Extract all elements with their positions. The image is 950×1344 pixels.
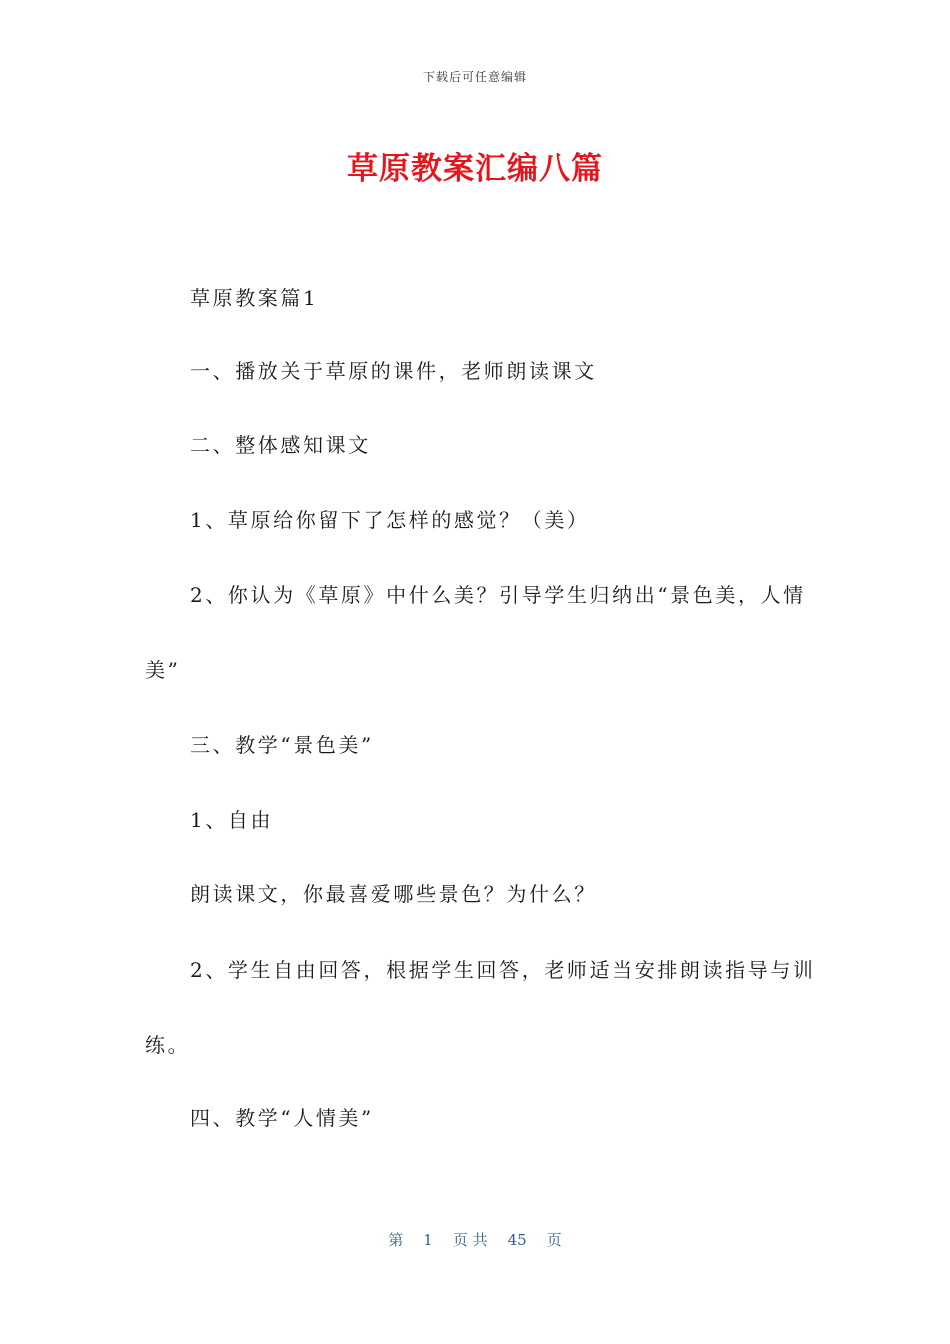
page-footer xyxy=(0,1229,950,1250)
paragraph-step-3: 三、教学“景色美” xyxy=(190,733,374,757)
paragraph-question-2-cont: 美” xyxy=(145,658,181,682)
paragraph-step-3-item-2-cont: 练。 xyxy=(145,1033,191,1057)
paragraph-step-3-item-1: 1、自由 xyxy=(190,808,274,832)
footer-page-prefix: 第 xyxy=(388,1231,404,1249)
paragraph-question-2: 2、你认为《草原》中什么美？引导学生归纳出“景色美，人情 xyxy=(190,583,806,607)
paragraph-step-1: 一、播放关于草原的课件，老师朗读课文 xyxy=(190,359,597,383)
paragraph-step-3-reading: 朗读课文，你最喜爱哪些景色？为什么？ xyxy=(190,882,597,906)
paragraph-step-4: 四、教学“人情美” xyxy=(190,1106,374,1130)
paragraph-question-1: 1、草原给你留下了怎样的感觉？（美） xyxy=(190,508,590,532)
paragraph-step-3-item-2: 2、学生自由回答，根据学生回答，老师适当安排朗读指导与训 xyxy=(190,958,816,982)
header-note: 下载后可任意编辑 xyxy=(422,70,527,84)
footer-page-number: 1 xyxy=(423,1231,433,1249)
footer-page-middle: 页 共 xyxy=(452,1231,488,1249)
footer-page-suffix: 页 xyxy=(546,1231,562,1249)
paragraph-section-heading: 草原教案篇1 xyxy=(190,286,319,310)
document-title: 草原教案汇编八篇 xyxy=(347,151,603,187)
footer-total-pages: 45 xyxy=(507,1231,527,1249)
paragraph-step-2: 二、整体感知课文 xyxy=(190,433,371,457)
